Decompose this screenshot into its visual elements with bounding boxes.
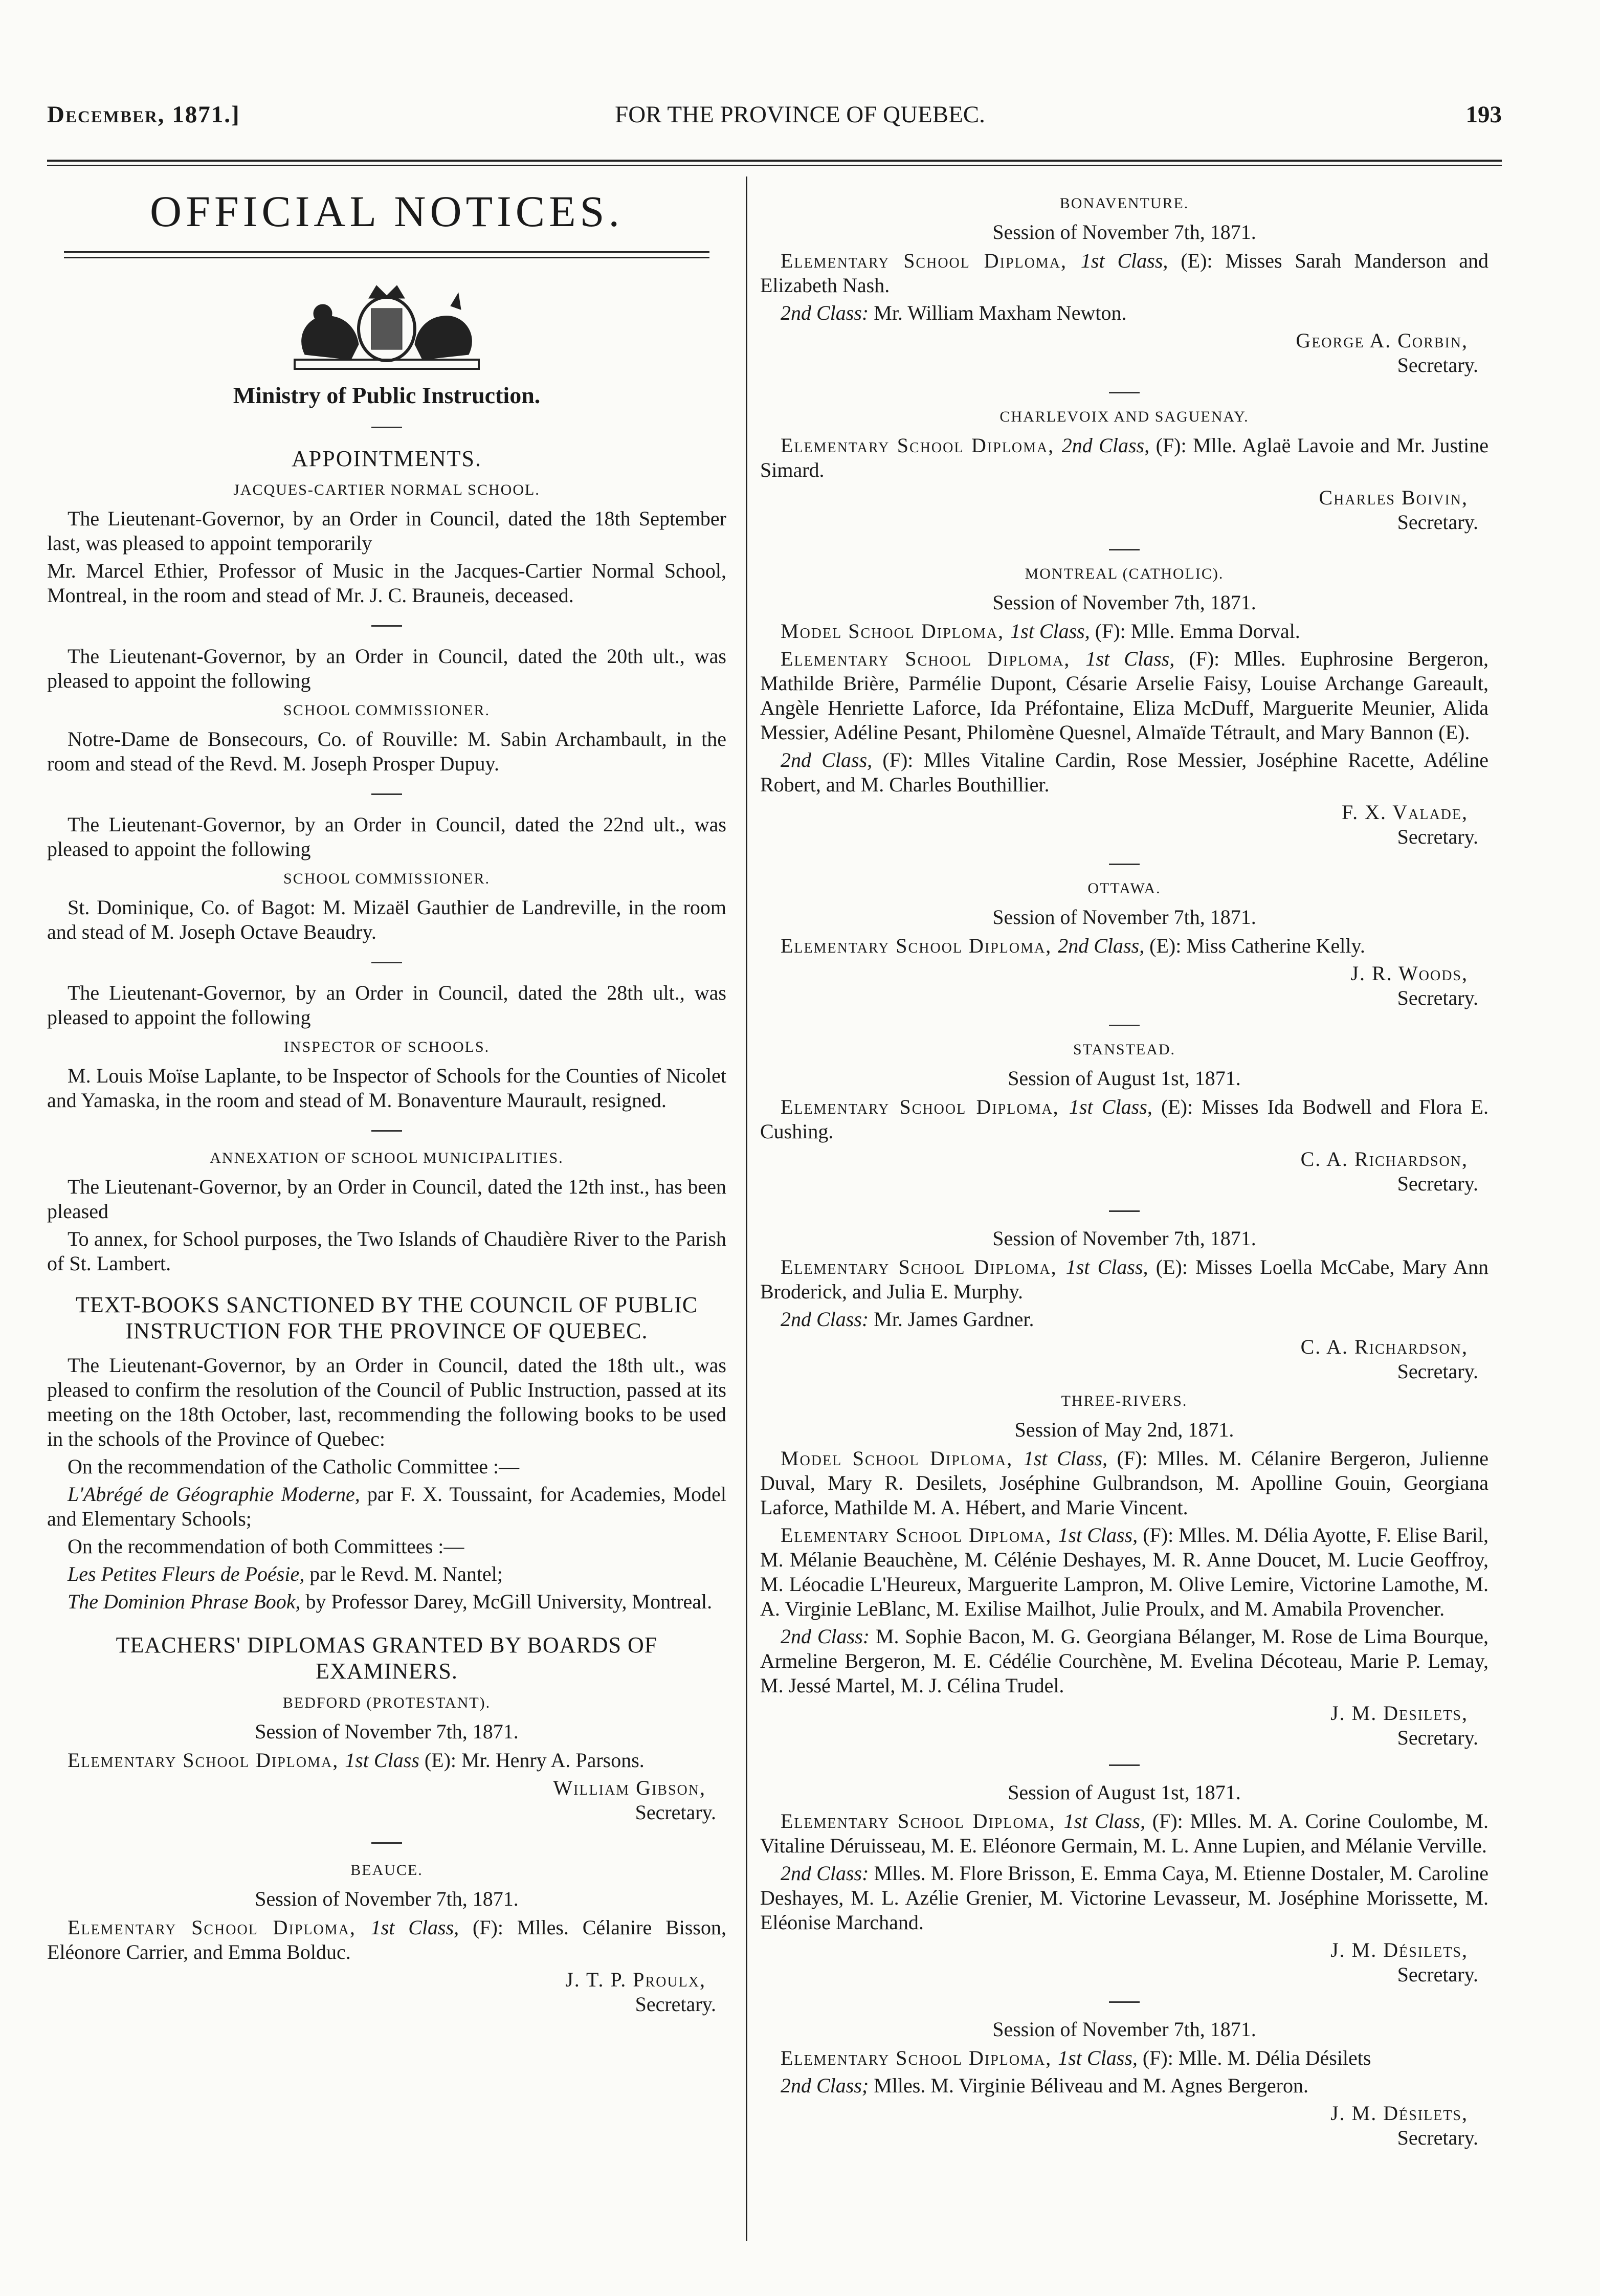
diploma-entry: Model School Diploma, 1st Class, (F): Mlle. Emma Dorval. [781,620,1300,643]
paragraph: The Lieutenant-Governor, by an Order in Council, dated the 18th September last, was pleased to appoint temporarily [47,507,726,555]
appointments-heading: APPOINTMENTS. [292,446,482,472]
header-title: FOR THE PROVINCE OF QUEBEC. [615,101,985,128]
divider [371,962,402,963]
running-header [0,100,1600,136]
diploma-entry: Elementary School Diploma, 2nd Class, (F): Mlle. Aglaë Lavoie and Mr. Justine Simard. [760,434,1488,481]
signature-title: Secretary. [1397,354,1478,377]
signature-title: Secretary. [1397,1726,1478,1749]
signature-title: Secretary. [1397,2126,1478,2149]
diplomas-heading: TEACHERS' DIPLOMAS GRANTED BY BOARDS OF EXAMINERS. [116,1632,658,1684]
diploma-entry: 2nd Class: M. Sophie Bacon, M. G. Georgiana Bélanger, M. Rose de Lima Bourque, Armeline Bergeron, M. E. Cédélie Courchène, M. Evelina Décoteau, Marie P. Lemay, M. Jessé Martel, M. J. Célina Trudel. [760,1625,1488,1697]
signature-title: Secretary. [1397,1360,1478,1383]
book-title: The Dominion Phrase Book, [68,1590,301,1614]
column-divider [746,176,747,2241]
header-rule-thin [47,165,1502,166]
signature-name: George A. Corbin, [1296,329,1468,352]
session-date: Session of May 2nd, 1871. [1014,1418,1234,1441]
book-entry [47,1482,726,1531]
diploma-entry: Elementary School Diploma, 1st Class, (E): Misses Loella McCabe, Mary Ann Broderick, and Julia E. Murphy. [760,1255,1488,1303]
signature-title: Secretary. [1397,511,1478,534]
session-date: Session of November 7th, 1871. [992,220,1256,244]
section-heading: OTTAWA. [1087,880,1161,897]
signature-title: Secretary. [1397,986,1478,1009]
paragraph: The Lieutenant-Governor, by an Order in Council, dated the 28th ult., was pleased to appoint the following [47,981,726,1029]
diploma-entry: Elementary School Diploma, 1st Class, (E): Misses Sarah Manderson and Elizabeth Nash. [760,249,1489,297]
section-heading: STANSTEAD. [1073,1041,1176,1058]
ministry-heading: Ministry of Public Instruction. [233,382,541,409]
paragraph: The Lieutenant-Governor, by an Order in Council, dated the 22nd ult., was pleased to appoint the following [47,813,726,861]
section-heading: THREE-RIVERS. [1061,1393,1188,1409]
signature-name: J. M. Désilets, [1330,1938,1468,1961]
paragraph: The Lieutenant-Governor, by an Order in Council, dated the 18th ult., was pleased to confirm the resolution of the Council of Public Instruction, passed at its meeting on the 18th October, last, recommending the following books to be used in the schools of the Province of Quebec: [47,1354,726,1451]
paragraph: The Lieutenant-Governor, by an Order in Council, dated the 20th ult., was pleased to appoint the following [47,645,726,693]
diploma-entry: 2nd Class: Mr. William Maxham Newton. [781,301,1127,324]
book-entry [47,1562,726,1586]
divider [1109,2001,1140,2003]
right-column [760,174,1488,2150]
signature-name: C. A. Richardson, [1300,1147,1468,1171]
signature-name: J. M. Desilets, [1330,1702,1468,1725]
divider [1109,864,1140,865]
section-heading: MONTREAL (CATHOLIC). [1025,565,1224,582]
paragraph: To annex, for School purposes, the Two Islands of Chaudière River to the Parish of St. Lambert. [47,1227,726,1275]
diploma-entry: 2nd Class, (F): Mlles Vitaline Cardin, Rose Messier, Joséphine Racette, Adéline Robert, and M. Charles Bouthillier. [760,748,1488,796]
signature-name: J. T. P. Proulx, [565,1968,706,1991]
signature-name: William Gibson, [553,1776,706,1799]
signature-title: Secretary. [635,1800,716,1824]
signature-name: J. M. Désilets, [1330,2102,1468,2125]
paragraph: Notre-Dame de Bonsecours, Co. of Rouville: M. Sabin Archambault, in the room and stead of the Revd. M. Joseph Prosper Dupuy. [47,727,726,776]
divider [371,793,402,795]
diploma-entry: 2nd Class; Mlles. M. Virginie Béliveau and M. Agnes Bergeron. [781,2074,1308,2097]
diploma-entry: Elementary School Diploma, 2nd Class, (E): Miss Catherine Kelly. [781,934,1365,957]
paragraph: St. Dominique, Co. of Bagot: M. Mizaël Gauthier de Landreville, in the room and stead of M. Joseph Octave Beaudry. [47,896,726,944]
section-heading: INSPECTOR OF SCHOOLS. [283,1039,490,1056]
section-heading: BONAVENTURE. [1059,195,1189,212]
section-heading: ANNEXATION OF SCHOOL MUNICIPALITIES. [210,1150,564,1167]
book-entry [47,1589,726,1614]
textbooks-heading: TEXT-BOOKS SANCTIONED BY THE COUNCIL OF PUBLIC INSTRUCTION FOR THE PROVINCE OF QUEBEC. [75,1292,698,1343]
header-date: December, 1871.] [47,101,240,128]
diploma-entry: Model School Diploma, 1st Class, (F): Mlles. M. Célanire Bergeron, Julienne Duval, Mary R. Desilets, Joséphine Gulbrandson, M. Apolline Gouin, Georgiana Laforce, Mathilde M. A. Hébert, and Marie Vincent. [760,1447,1489,1519]
divider [1109,1210,1140,1212]
signature-title: Secretary. [1397,825,1478,848]
diploma-entry: Elementary School Diploma, 1st Class (E): Mr. Henry A. Parsons. [68,1748,645,1772]
session-date: Session of August 1st, 1871. [1008,1067,1241,1090]
diploma-entry: Elementary School Diploma, 1st Class, (F): Mlle. M. Délia Désilets [781,2046,1371,2069]
section-heading: BEDFORD (PROTESTANT). [282,1694,491,1711]
left-column [47,174,726,2017]
diploma-entry: Elementary School Diploma, 1st Class, (E): Misses Ida Bodwell and Flora E. Cushing. [760,1095,1488,1143]
session-date: Session of November 7th, 1871. [255,1887,519,1910]
book-details: par le Revd. M. Nantel; [304,1562,503,1586]
divider [1109,1764,1140,1766]
section-heading: SCHOOL COMMISSIONER. [283,870,490,888]
signature-name: F. X. Valade, [1342,801,1468,824]
page-number: 193 [1465,101,1502,128]
section-heading: CHARLEVOIX AND SAGUENAY. [999,408,1249,425]
divider [1109,392,1140,393]
divider [371,427,402,428]
royal-coat-of-arms-icon [274,278,499,375]
paragraph: On the recommendation of the Catholic Committee :— [68,1455,520,1478]
paragraph: M. Louis Moïse Laplante, to be Inspector of Schools for the Counties of Nicolet and Yamaska, in the room and stead of M. Bonaventure Maurault, resigned. [47,1064,726,1112]
diploma-entry: Elementary School Diploma, 1st Class, (F): Mlles. M. Délia Ayotte, F. Elise Baril, M. Mélanie Beauchène, M. Célénie Deshayes, M. R. Anne Doucet, M. Lucie Geoffroy, M. Léocadie L'Heureux, Marguerite Lampron, M. Olive Lemire, Victorine Lamothe, M. A. Virginie LeBlanc, M. Exilise Mailhot, Julie Proulx, and M. Amabila Provencher. [760,1524,1489,1620]
divider [1109,1025,1140,1026]
signature-name: Charles Boivin, [1319,486,1468,509]
diploma-entry: Elementary School Diploma, 1st Class, (F): Mlles. Célanire Bisson, Eléonore Carrier, and Emma Bolduc. [47,1915,726,1963]
diploma-entry: 2nd Class: Mlles. M. Flore Brisson, E. Emma Caya, M. Etienne Dostaler, M. Caroline Deshayes, M. L. Azélie Grenier, M. Victorine Levasseur, M. Joséphine Morissette, M. Eléonise Marchand. [760,1862,1488,1934]
paragraph: Mr. Marcel Ethier, Professor of Music in the Jacques-Cartier Normal School, Montreal, in the room and stead of Mr. J. C. Brauneis, deceased. [47,559,726,607]
signature-title: Secretary. [635,1992,716,2016]
header-rule [47,160,1502,162]
signature-name: J. R. Woods, [1350,962,1468,985]
signature-name: C. A. Richardson, [1300,1335,1468,1358]
session-date: Session of November 7th, 1871. [992,2018,1256,2041]
title-double-rule [64,251,709,258]
official-notices-title: OFFICIAL NOTICES. [150,187,624,236]
divider [371,1842,402,1844]
diploma-entry: Elementary School Diploma, 1st Class, (F): Mlles. Euphrosine Bergeron, Mathilde Brière, Parmélie Dupont, Césarie Arselie Faisy, Louise Archange Gareault, Angèle Henriette Laforce, Ida Préfontaine, Eliza McDuff, Marguerite Meunier, Alida Messier, Adéline Pesant, Philomène Quesnel, Almaïde Tétrault, and Mary Bannon (E). [760,647,1488,744]
section-heading: SCHOOL COMMISSIONER. [283,702,490,719]
book-title: Les Petites Fleurs de Poésie, [68,1562,305,1586]
section-heading: JACQUES-CARTIER NORMAL SCHOOL. [233,481,540,499]
paragraph: On the recommendation of both Committees :— [68,1535,464,1558]
diploma-entry: Elementary School Diploma, 1st Class, (F): Mlles. M. A. Corine Coulombe, M. Vitaline Déruisseau, M. E. Eléonore Germain, M. L. Anne Lupien, and Mélanie Verville. [760,1809,1489,1857]
divider [371,1130,402,1132]
session-date: Session of August 1st, 1871. [1008,1781,1241,1804]
divider [371,625,402,627]
session-date: Session of November 7th, 1871. [992,906,1256,929]
signature-title: Secretary. [1397,1172,1478,1195]
book-details: par F. X. Toussaint, for Academies, Model and Elementary Schools; [47,1483,726,1531]
session-date: Session of November 7th, 1871. [992,1227,1256,1250]
divider [1109,549,1140,550]
book-details: by Professor Darey, McGill University, Montreal. [300,1590,713,1614]
signature-title: Secretary. [1397,1963,1478,1986]
paragraph: The Lieutenant-Governor, by an Order in Council, dated the 12th inst., has been pleased [47,1175,726,1223]
section-heading: BEAUCE. [350,1861,423,1879]
diploma-entry: 2nd Class: Mr. James Gardner. [781,1308,1034,1331]
book-title: L'Abrégé de Géographie Moderne, [68,1483,360,1506]
session-date: Session of November 7th, 1871. [255,1719,519,1743]
session-date: Session of November 7th, 1871. [992,591,1256,614]
